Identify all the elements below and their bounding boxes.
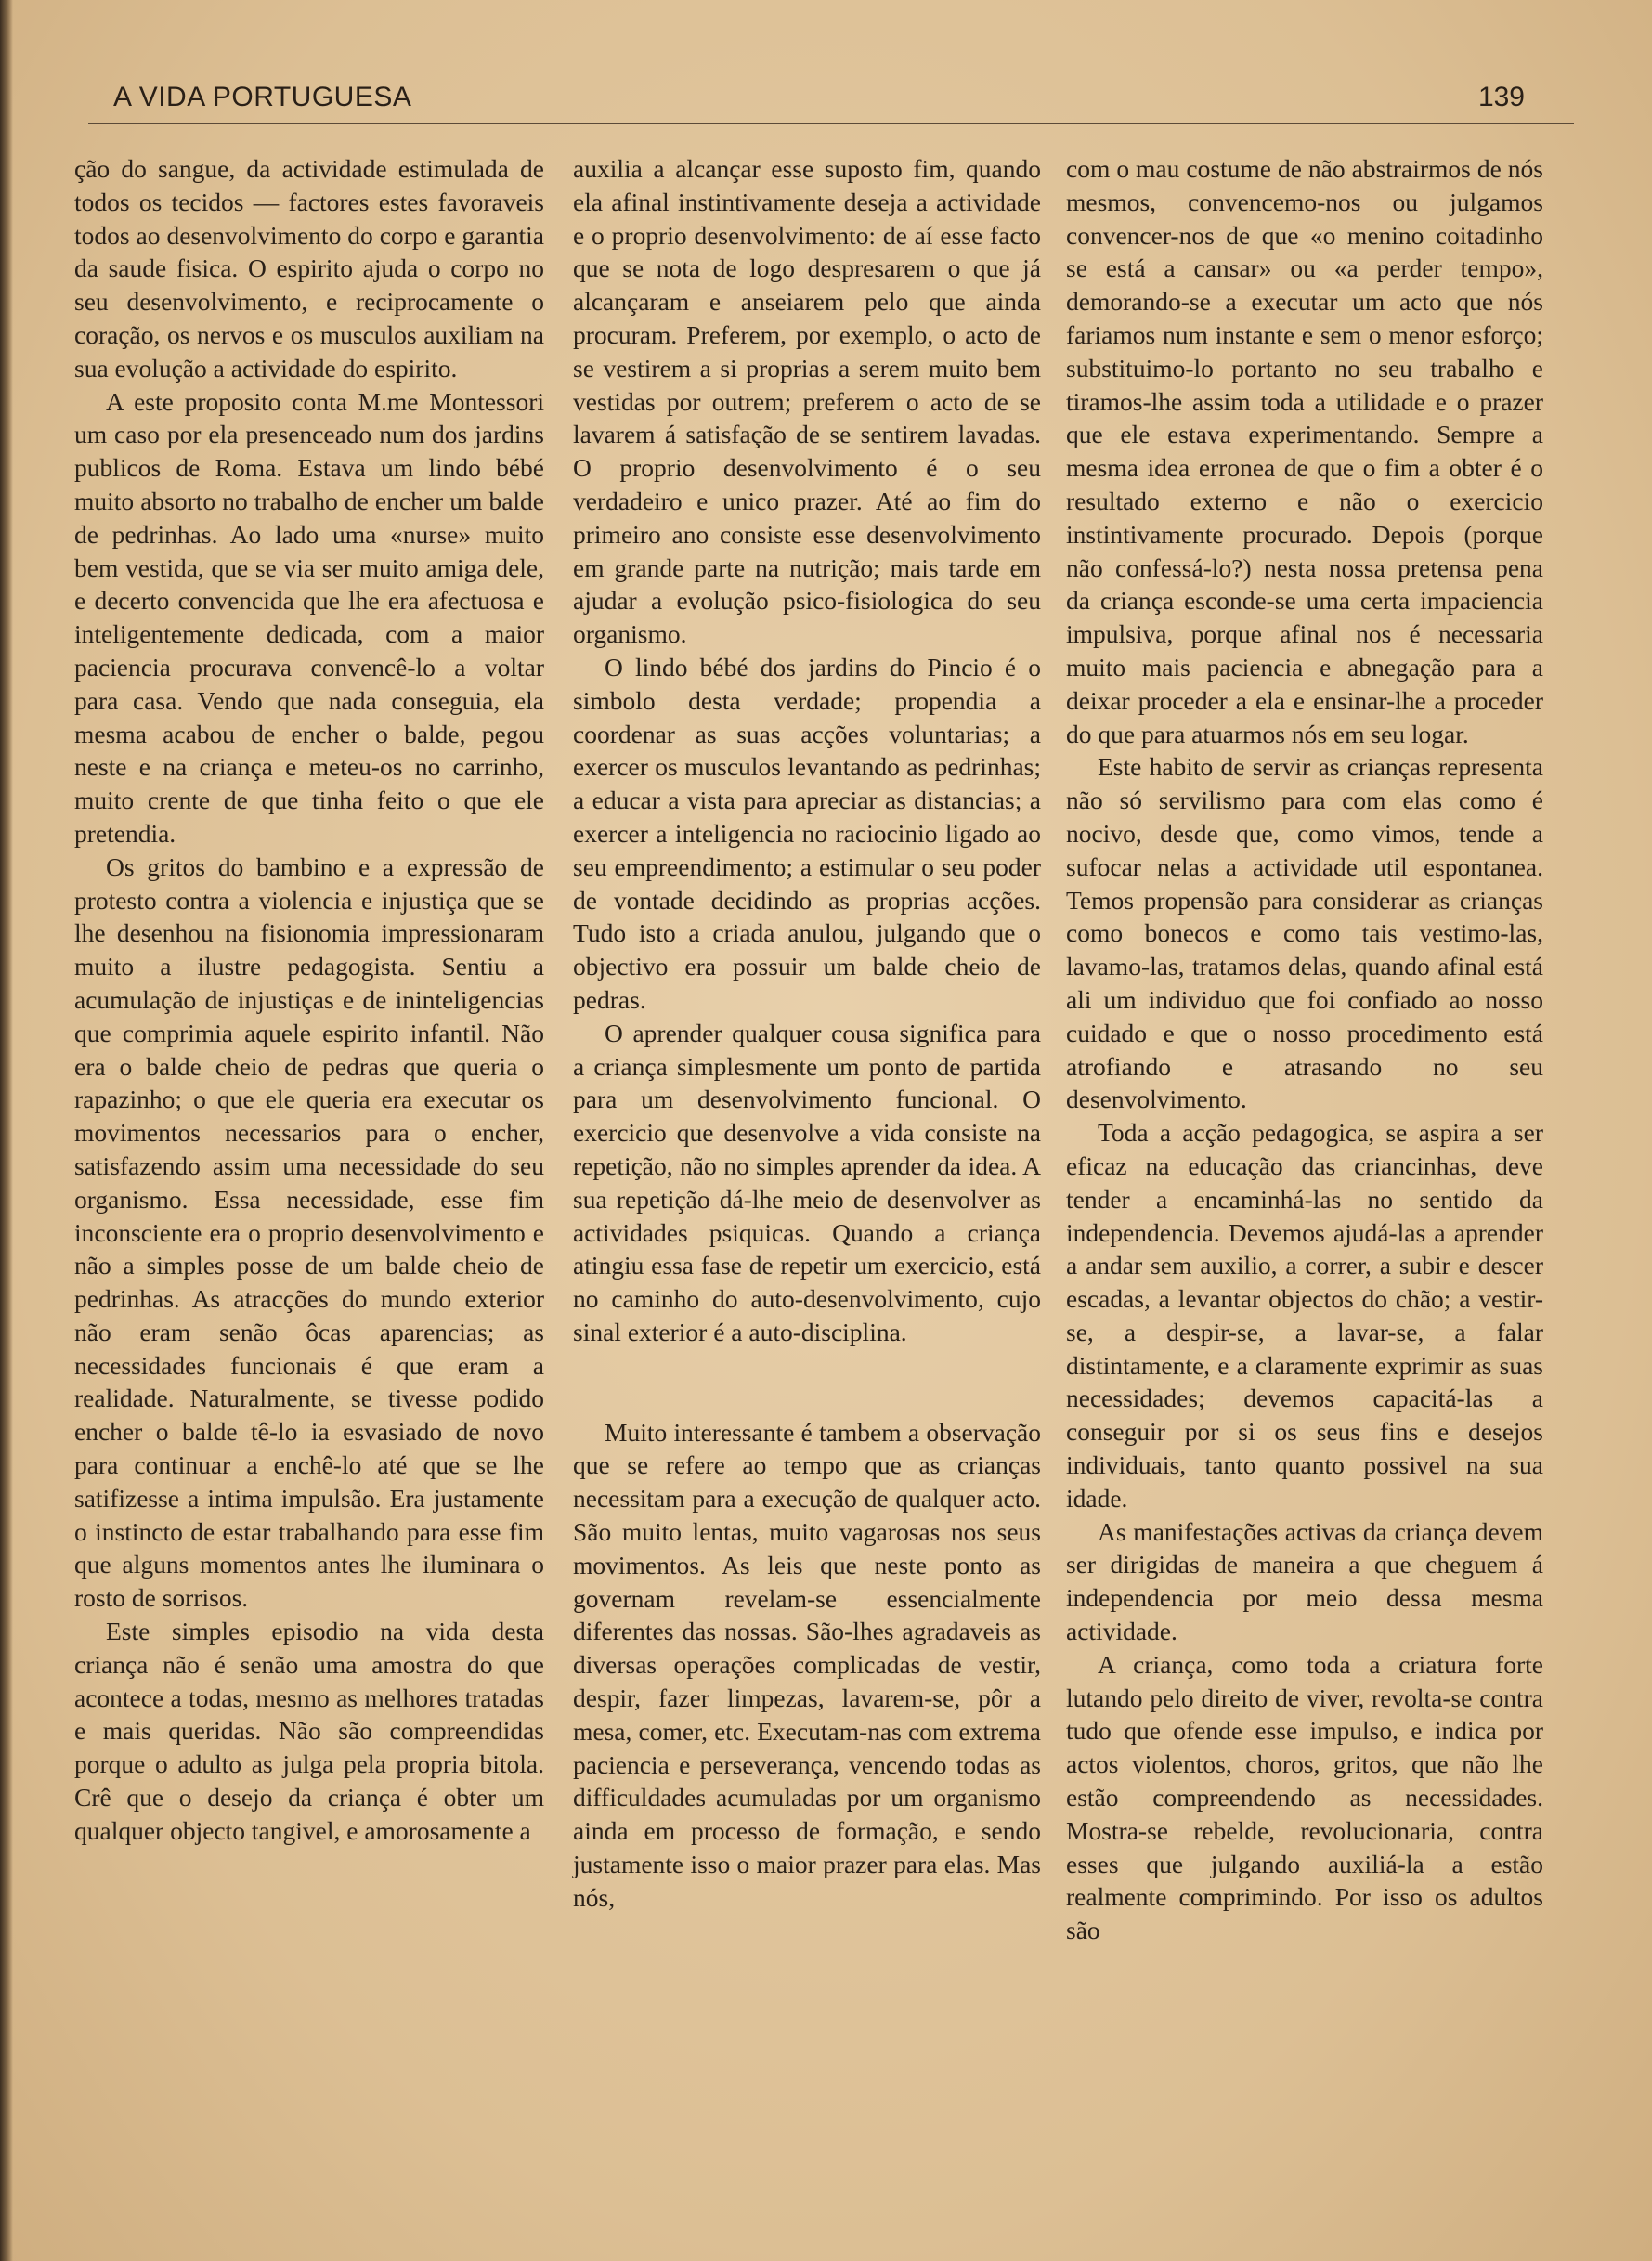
binding-edge bbox=[0, 0, 13, 2261]
page-header bbox=[113, 82, 1525, 119]
paragraph: Toda a acção pedagogica, se aspira a ser eficaz na educação das criancinhas, deve tender a encaminhá-las no sentido da independencia. Devemos ajudá-las a aprender a andar sem auxilio, a correr, a subir e descer escadas, a levantar objectos do chão; a vestir-se, a despir-se, a lavar-se, a falar distintamente, e a claramente exprimir as suas necessidades; devemos capacitá-las a conseguir por si os seus fins e desejos individuais, tanto quanto possivel na sua idade. bbox=[1066, 1118, 1543, 1513]
paragraph: As manifestações activas da criança devem ser dirigidas de maneira a que cheguem á independencia por meio dessa mesma actividade. bbox=[1066, 1516, 1543, 1646]
paragraph: Os gritos do bambino e a expressão de protesto contra a violencia e injustiça que se lhe desenhou na fisionomia impressionaram muito a ilustre pedagogista. Sentiu a acumulação de injustiças e de ininteligencias que comprimia aquele espirito infantil. Não era o balde cheio de pedras que queria o rapazinho; o que ele queria era executar os movimentos necessarios para o encher, satisfazendo assim uma necessidade do seu organismo. Essa necessidade, esse fim inconsciente era o proprio desenvolvimento e não a simples posse de um balde cheio de pedrinhas. As atracções do mundo exterior não eram senão ôcas aparencias; as necessidades funcionais é que eram a realidade. Naturalmente, se tivesse podido encher o balde tê-lo ia esvasiado de novo para continuar a enchê-lo até que se lhe satifizesse a intima impulsão. Era justamente o instincto de estar trabalhando para esse fim que alguns momentos antes lhe iluminara o rosto de sorrisos. bbox=[74, 851, 544, 1613]
text-column-2 bbox=[573, 152, 1041, 1915]
paragraph: Este habito de servir as crianças representa não só servilismo para com elas como é nocivo, desde que, como vimos, tende a sufocar nelas a actividade util espontanea. Temos propensão para considerar as crianças como bonecos e como tais vestimo-las, lavamo-las, tratamos delas, quando afinal está ali um individuo que foi confiado ao nosso cuidado e que o nosso procedimento está atrofiando e atrasando no seu desenvolvimento. bbox=[1066, 752, 1543, 1114]
paragraph: O lindo bébé dos jardins do Pincio é o simbolo desta verdade; propendia a coordenar as suas acções voluntarias; a exercer os musculos levantando as pedrinhas; a educar a vista para apreciar as distancias; a exercer a inteligencia no raciocinio ligado ao seu empreendimento; a estimular o seu poder de vontade decidindo as proprias acções. Tudo isto a criada anulou, julgando que o objectivo era possuir um balde cheio de pedras. bbox=[573, 652, 1041, 1014]
paragraph: com o mau costume de não abstrairmos de nós mesmos, convencemo-nos ou julgamos convencer-nos de que «o menino coitadinho se está a cansar» ou «a perder tempo», demorando-se a executar um acto que nós fariamos num instante e sem o menor esforço; substituimo-lo portanto no seu trabalho e tiramos-lhe assim toda a utilidade e o prazer que ele estava experimentando. Sempre a mesma idea erronea de que o fim a obter é o resultado externo e não o exercicio instintivamente procurado. Depois (porque não confessá-lo?) nesta nossa pretensa pena da criança esconde-se uma certa impaciencia impulsiva, porque afinal nos é necessaria muito mais paciencia e abnegação para a deixar proceder a ela e ensinar-lhe a proceder do que para atuarmos nós em seu logar. bbox=[1066, 154, 1543, 748]
text-column-1 bbox=[74, 152, 544, 1848]
paragraph: auxilia a alcançar esse suposto fim, quando ela afinal instintivamente deseja a actividade e o proprio desenvolvimento: de aí esse facto que se nota de logo despresarem o que já alcançaram e anseiarem pelo que ainda procuram. Preferem, por exemplo, o acto de se vestirem a si proprias a serem muito bem vestidas por outrem; preferem o acto de se lavarem á satisfação de se sentirem lavadas. O proprio desenvolvimento é o seu verdadeiro e unico prazer. Até ao fim do primeiro ano consiste esse desenvolvimento em grande parte na nutrição; mais tarde em ajudar a evolução psico-fisiologica do seu organismo. bbox=[573, 154, 1041, 649]
header-rule bbox=[88, 123, 1574, 124]
text-column-3 bbox=[1066, 152, 1543, 1947]
paragraph: ção do sangue, da actividade estimulada de todos os tecidos — factores estes favoraveis todos ao desenvolvimento do corpo e garantia da saude fisica. O espirito ajuda o corpo no seu desenvolvimento, e reciprocamente o coração, os nervos e os musculos auxiliam na sua evolução a actividade do espirito. bbox=[74, 154, 544, 383]
running-title: A VIDA PORTUGUESA bbox=[113, 82, 412, 112]
paragraph: Muito interessante é tambem a observação que se refere ao tempo que as crianças necessitam para a execução de qualquer acto. São muito lentas, muito vagarosas nos seus movimentos. As leis que neste ponto as governam revelam-se essencialmente diferentes das nossas. São-lhes agradaveis as diversas operações complicadas de vestir, despir, fazer limpezas, lavarem-se, pôr a mesa, comer, etc. Executam-nas com extrema paciencia e perseverança, vencendo todas as difficuldades acumuladas por um organismo ainda em processo de formação, e sendo justamente isso o maior prazer para elas. Mas nós, bbox=[573, 1417, 1041, 1912]
paragraph: A este proposito conta M.me Montessori um caso por ela presenceado num dos jardins publicos de Roma. Estava um lindo bébé muito absorto no trabalho de encher um balde de pedrinhas. Ao lado uma «nurse» muito bem vestida, que se via ser muito amiga dele, e decerto convencida que lhe era afectuosa e inteligentemente dedicada, com a maior paciencia procurava convencê-lo a voltar para casa. Vendo que nada conseguia, ela mesma acabou de encher o balde, pegou neste e na criança e meteu-os no carrinho, muito crente de que tinha feito o que ele pretendia. bbox=[74, 386, 544, 848]
page-number: 139 bbox=[1477, 82, 1525, 112]
paragraph: Este simples episodio na vida desta criança não é senão uma amostra do que acontece a todas, mesmo as melhores tratadas e mais queridas. Não são compreendidas porque o adulto as julga pela propria bitola. Crê que o desejo da criança é obter um qualquer objecto tangivel, e amorosamente a bbox=[74, 1617, 544, 1845]
paragraph: A criança, como toda a criatura forte lutando pelo direito de viver, revolta-se contra tudo que ofende esse impulso, e indica por actos violentos, choros, gritos, que não lhe estão compreendendo as necessidades. Mostra-se rebelde, revolucionaria, contra esses que julgando auxiliá-la a estão realmente comprimindo. Por isso os adultos são bbox=[1066, 1649, 1543, 1945]
paragraph: O aprender qualquer cousa significa para a criança simplesmente um ponto de partida para um desenvolvimento funcional. O exercicio que desenvolve a vida consiste na repetição, não no simples aprender da idea. A sua repetição dá-lhe meio de desenvolver as actividades psiquicas. Quando a criança atingiu essa fase de repetir um exercicio, está no caminho do auto-desenvolvimento, cujo sinal exterior é a auto-disciplina. bbox=[573, 1018, 1041, 1346]
